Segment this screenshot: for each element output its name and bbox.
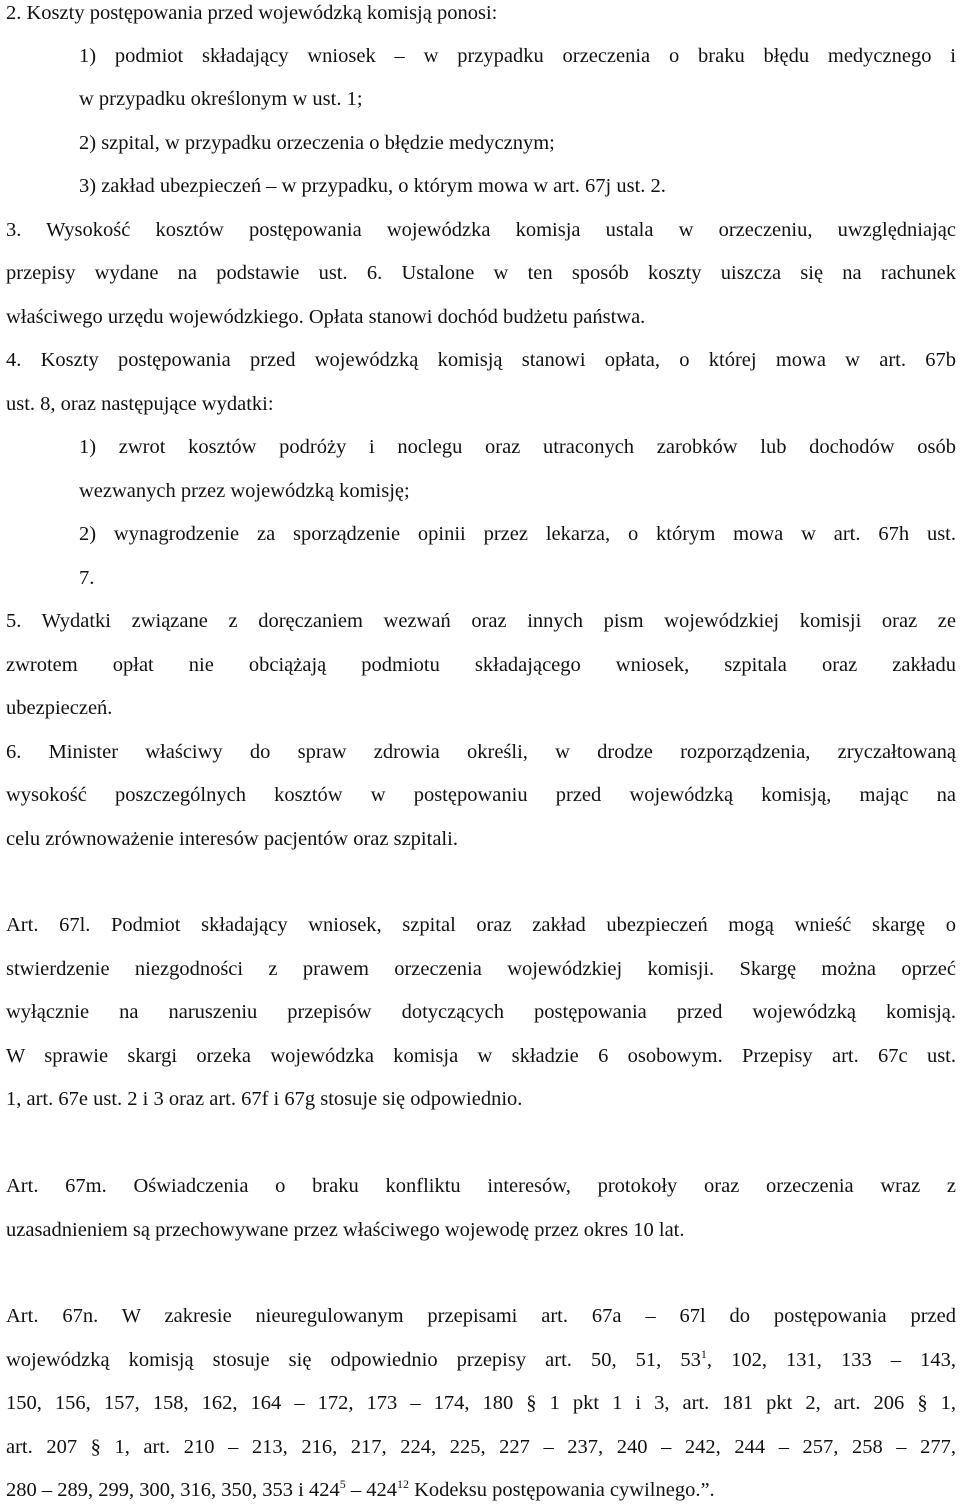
- art-67n-line-5-text: 280 – 289, 299, 300, 316, 350, 353 i 424: [6, 1479, 340, 1501]
- para-3-line-2: przepisy wydane na podstawie ust. 6. Ustalone w ten sposób koszty uiszcza się na rachunek: [6, 262, 956, 284]
- para-4-item-1-cont: wezwanych przez wojewódzką komisję;: [79, 480, 410, 502]
- art-67n-line-5-tail: Kodeksu postępowania cywilnego.”.: [408, 1479, 715, 1501]
- para-4-item-2-cont: 7.: [79, 567, 95, 589]
- art-67l-line-3: wyłącznie na naruszeniu przepisów dotyczących postępowania przed wojewódzką komisją.: [6, 1001, 956, 1023]
- para-4-item-2: 2) wynagrodzenie za sporządzenie opinii przez lekarza, o którym mowa w art. 67h ust.: [79, 523, 956, 545]
- art-67n-line-5-mid: – 424: [345, 1479, 397, 1501]
- para-4-item-1: 1) zwrot kosztów podróży i noclegu oraz utraconych zarobków lub dochodów osób: [79, 436, 956, 458]
- para-2-item-1: 1) podmiot składający wniosek – w przypadku orzeczenia o braku błędu medycznego i: [79, 45, 956, 67]
- para-5-line-3: ubezpieczeń.: [6, 697, 113, 719]
- para-3-line-3: właściwego urzędu wojewódzkiego. Opłata stanowi dochód budżetu państwa.: [6, 306, 646, 328]
- art-67n-line-1: Art. 67n. W zakresie nieuregulowanym przepisami art. 67a – 67l do postępowania przed: [6, 1305, 956, 1327]
- art-67m-line-2: uzasadnieniem są przechowywane przez właściwego wojewodę przez okres 10 lat.: [6, 1219, 685, 1241]
- art-67l-line-5: 1, art. 67e ust. 2 i 3 oraz art. 67f i 67g stosuje się odpowiednio.: [6, 1088, 523, 1110]
- para-2-item-1-cont: w przypadku określonym w ust. 1;: [79, 88, 363, 110]
- para-2-heading: 2. Koszty postępowania przed wojewódzką komisją ponosi:: [6, 2, 498, 24]
- para-4-line-1: 4. Koszty postępowania przed wojewódzką komisją stanowi opłata, o której mowa w art. 67b: [6, 349, 956, 371]
- art-67n-line-3: 150, 156, 157, 158, 162, 164 – 172, 173 – 174, 180 § 1 pkt 1 i 3, art. 181 pkt 2, art. 206 § 1,: [6, 1392, 956, 1414]
- art-67l-line-1: Art. 67l. Podmiot składający wniosek, szpital oraz zakład ubezpieczeń mogą wnieść skargę o: [6, 914, 956, 936]
- para-6-line-3: celu zrównoważenie interesów pacjentów oraz szpitali.: [6, 828, 458, 850]
- para-5-line-2: zwrotem opłat nie obciążają podmiotu składającego wniosek, szpitala oraz zakładu: [6, 654, 956, 676]
- art-67n-line-5: [6, 1478, 715, 1502]
- art-67m-line-1: Art. 67m. Oświadczenia o braku konfliktu interesów, protokoły oraz orzeczenia wraz z: [6, 1175, 956, 1197]
- art-67n-line-4: art. 207 § 1, art. 210 – 213, 216, 217, 224, 225, 227 – 237, 240 – 242, 244 – 257, 258 – 277,: [6, 1436, 956, 1458]
- art-67l-line-2: stwierdzenie niezgodności z prawem orzeczenia wojewódzkiej komisji. Skargę można oprzeć: [6, 958, 956, 980]
- para-6-line-1: 6. Minister właściwy do spraw zdrowia określi, w drodze rozporządzenia, zryczałtowaną: [6, 741, 956, 763]
- superscript-5: 5: [339, 1477, 346, 1491]
- para-5-line-1: 5. Wydatki związane z doręczaniem wezwań oraz innych pism wojewódzkiej komisji oraz ze: [6, 610, 956, 632]
- art-67n-line-2-text: wojewódzką komisją stosuje się odpowiednio przepisy art. 50, 51, 53: [6, 1349, 701, 1371]
- superscript-1: 1: [700, 1347, 707, 1361]
- art-67n-line-2-tail: , 102, 131, 133 – 143,: [706, 1349, 956, 1371]
- superscript-12: 12: [396, 1477, 409, 1491]
- para-2-item-3: 3) zakład ubezpieczeń – w przypadku, o którym mowa w art. 67j ust. 2.: [79, 175, 666, 197]
- para-2-item-2: 2) szpital, w przypadku orzeczenia o błędzie medycznym;: [79, 132, 555, 154]
- para-6-line-2: wysokość poszczególnych kosztów w postępowaniu przed wojewódzką komisją, mając na: [6, 784, 956, 806]
- para-3-line-1: 3. Wysokość kosztów postępowania wojewódzka komisja ustala w orzeczeniu, uwzględniając: [6, 219, 956, 241]
- art-67n-line-2: [6, 1348, 956, 1372]
- art-67l-line-4: W sprawie skargi orzeka wojewódzka komisja w składzie 6 osobowym. Przepisy art. 67c ust.: [6, 1045, 956, 1067]
- para-4-line-2: ust. 8, oraz następujące wydatki:: [6, 393, 274, 415]
